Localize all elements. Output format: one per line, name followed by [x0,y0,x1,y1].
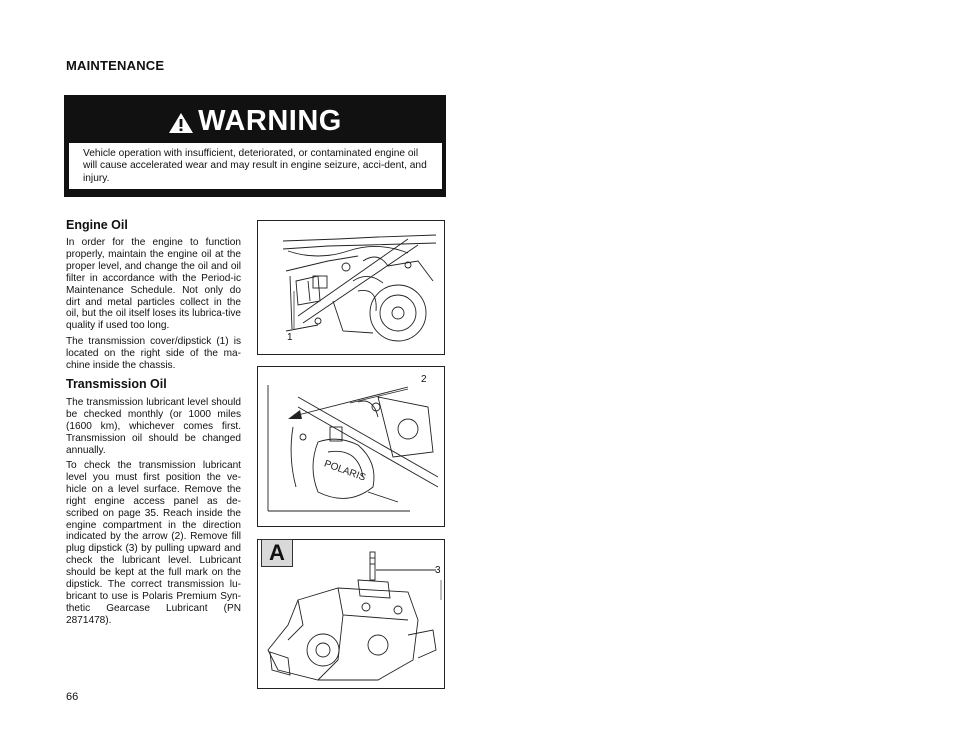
callout-3: 3 [435,565,441,576]
warning-triangle-icon [168,112,194,134]
engine-compartment-illustration [258,367,444,526]
engine-lettering: POLARIS [322,458,367,484]
figure-panel-label: A [261,539,293,567]
engine-oil-paragraph-2: The transmission cover/dipstick (1) is located on the right side of the ma-chine inside the chassis. [66,336,241,371]
warning-header [64,95,446,147]
callout-1: 1 [287,332,293,343]
page-number: 66 [66,691,79,703]
transmission-oil-paragraph-2: To check the transmission lubricant level you must first position the ve-hicle on a level surface. Remove the right engine access panel as de-scribed on page 35. Reach inside the engine compartment in the direction indicated by the arrow (2). Remove fill plug dipstick (3) by pulling upward and check the lubricant level. Lubricant should be kept at the full mark on the dipstick. The correct transmission lu-bricant to use is Polaris Premium Syn-thetic Gearcase Lubricant (PN 2871478). [66,460,241,626]
figure-dipstick-location [257,220,445,355]
transmission-oil-paragraph-1: The transmission lubricant level should be checked monthly (or 1000 miles (1600 km), whichever comes first. Transmission oil should be changed annually. [66,397,241,456]
warning-text: Vehicle operation with insufficient, deteriorated, or contaminated engine oil will cause accelerated wear and may result in engine seizure, acci-dent, and injury. [69,143,442,189]
engine-oil-heading: Engine Oil [66,218,128,232]
transmission-oil-heading: Transmission Oil [66,377,167,391]
warning-title: WARNING [198,104,342,137]
figure-access-direction [257,366,445,527]
callout-2: 2 [421,374,427,385]
section-title: MAINTENANCE [66,58,165,73]
engine-chassis-illustration [258,221,444,354]
warning-box [64,95,446,197]
engine-oil-paragraph-1: In order for the engine to function properly, maintain the engine oil at the proper level, and change the oil and oil filter in accordance with the Period-ic Maintenance Schedule. Not only do dirt and metal particles collect in the oil, but the oil itself loses its lubrica-tive quality if used too long. [66,237,241,332]
